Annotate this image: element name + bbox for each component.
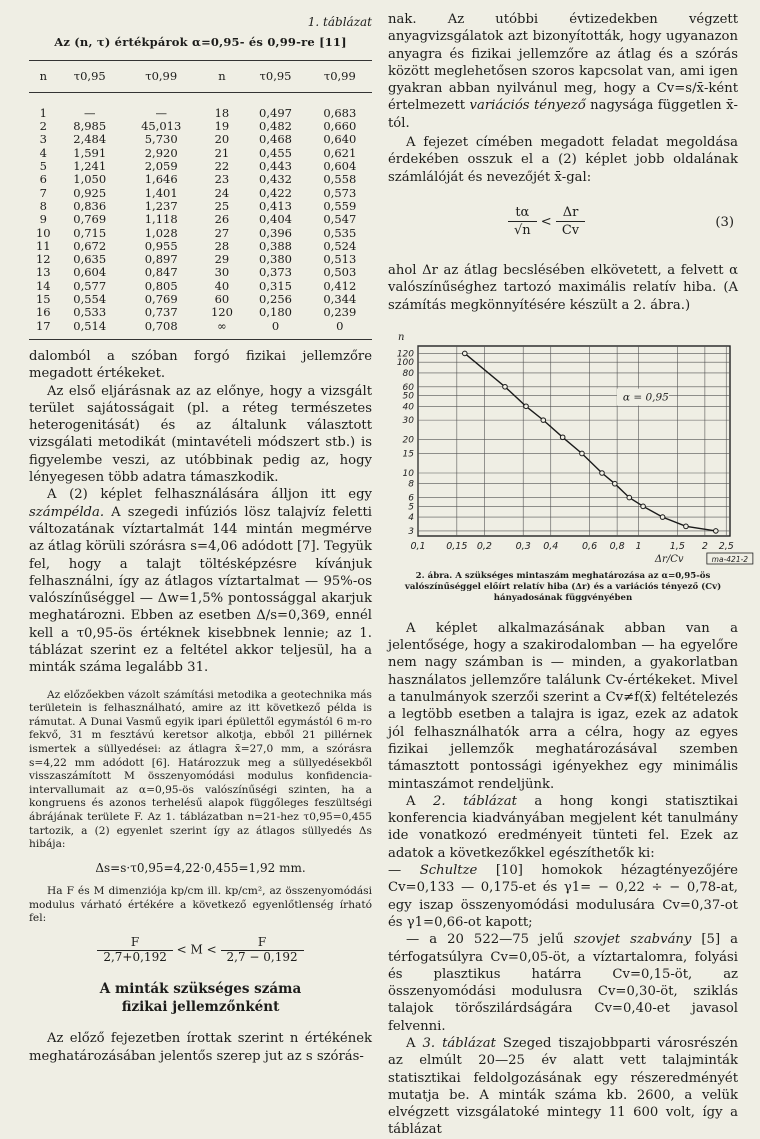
table-cell: 0,621	[323, 145, 357, 160]
numerator: F	[97, 936, 173, 951]
table-cell: 0,554	[73, 292, 107, 307]
x-tick-label: 1,5	[669, 540, 685, 552]
table-cell: 6	[39, 172, 47, 187]
equation-number: (3)	[715, 214, 734, 230]
figure-caption: 2. ábra. A szükséges mintaszám meghatározása az α=0,95-ös valószínűséggel előírt relatív hiba (Δr) és a variációs tényező (Cv) hányadosának függvényében	[404, 570, 722, 603]
table-cell: 12	[35, 252, 51, 267]
table-cell: 0,380	[259, 252, 292, 267]
section-title-line: A minták szükséges száma	[99, 981, 302, 998]
data-point	[714, 528, 719, 533]
paragraph	[29, 486, 372, 676]
data-point	[580, 451, 585, 456]
text-run: nak. Az utóbbi évtizedekben végzett anyagvizsgálatok azt bizonyították, hogy ugyanazon anyagra és fizikai jellemzőre az átlag és a szórás között meglehetősen szoros kapcsolat van, ami igen gyakran abban nyilvánul meg, hogy a Cv=s/x̄-ként értelmezett	[388, 12, 738, 114]
table-cell: 1,241	[73, 159, 107, 174]
table-row	[29, 200, 372, 213]
emphasis-text: számpélda.	[29, 504, 105, 520]
table-cell: 0,482	[259, 119, 292, 134]
text-run: nagysága független x̄-tól.	[388, 98, 738, 131]
table-title: Az (n, τ) értékpárok α=0,95- és 0,99-re [11]	[54, 35, 347, 50]
table-cell: 1,401	[144, 185, 178, 200]
denominator: Cv	[561, 223, 580, 239]
x-tick-label: 0,8	[609, 540, 625, 552]
table-cell: 14	[35, 278, 51, 293]
text-run: a hong kongi statisztikai konferencia kiadványában megjelent két tanulmány ide vonatkozó eredményeit tünteti fel. Ezek az adatok a következőkkel egészíthetők ki:	[388, 793, 738, 861]
table-cell: 13	[35, 265, 51, 280]
table-cell: 1,646	[144, 172, 178, 187]
table-row	[29, 253, 372, 266]
table-cell: 0,847	[144, 265, 178, 280]
table-cell: 0,604	[73, 265, 107, 280]
table-cell: 3	[39, 132, 47, 147]
table-cell: 26	[214, 212, 230, 227]
y-tick-label: 40	[402, 402, 414, 413]
table-cell: 0,180	[259, 305, 292, 320]
x-tick-label: 0,1	[410, 540, 426, 552]
x-tick-label: 0,2	[476, 540, 492, 552]
table-cell: 0,256	[259, 292, 292, 307]
fraction	[556, 204, 585, 240]
table-cell: 1	[39, 105, 47, 120]
operator: < M <	[176, 942, 217, 957]
y-tick-label: 60	[402, 382, 414, 393]
text-run: — a 20 522—75 jelű	[406, 932, 574, 948]
emphasis-text: Schultze	[419, 863, 478, 879]
table-row	[29, 306, 372, 319]
equation-body	[508, 204, 585, 240]
table-cell: 0,396	[259, 225, 292, 240]
table-row	[29, 266, 372, 279]
right-column	[388, 0, 749, 1139]
series-line	[465, 353, 716, 531]
fraction	[221, 936, 304, 964]
table-cell: 16	[35, 305, 51, 320]
fraction	[97, 936, 173, 964]
data-point	[660, 515, 665, 520]
table-cell: 11	[35, 238, 51, 253]
table-cell: 8	[39, 198, 47, 213]
table-cell: 0,455	[259, 145, 292, 160]
data-point	[641, 504, 646, 509]
table-row	[29, 280, 372, 293]
operator: <	[540, 214, 552, 230]
paragraph	[388, 11, 738, 132]
x-tick-label: 2,5	[718, 540, 734, 552]
paragraph	[388, 1035, 738, 1139]
x-tick-label: 0,15	[446, 540, 468, 552]
table-row	[29, 293, 372, 306]
table-cell: 0,577	[73, 278, 107, 293]
table-cell: 0,708	[122, 320, 201, 340]
inequality-formula	[29, 936, 372, 964]
table-body	[29, 92, 372, 339]
table-row	[29, 213, 372, 226]
paragraph: A fejezet címében megadott feladat megoldása érdekében osszuk el a (2) képlet jobb oldalának számlálóját és nevezőjét x̄-gal:	[388, 135, 738, 185]
paragraph	[388, 931, 738, 1035]
data-point	[524, 404, 529, 409]
table-cell: 18	[214, 105, 230, 120]
x-tick-label: 0,4	[543, 540, 559, 552]
table-cell: 0,836	[73, 198, 107, 213]
x-tick-label: 0,3	[515, 540, 531, 552]
y-tick-label: 100	[396, 358, 414, 369]
table-cell: 0,897	[144, 252, 178, 267]
table-cell: 2,920	[144, 145, 178, 160]
x-axis-label: Δr/Cv	[654, 553, 684, 565]
table-cell: 24	[214, 185, 230, 200]
table-cell: 0,573	[323, 185, 357, 200]
table-header-cell: τ0,99	[308, 60, 372, 92]
table-cell: 0,559	[323, 198, 357, 213]
table-cell: 0,737	[144, 305, 178, 320]
table-cell: 8,985	[73, 119, 107, 134]
table-caption: 1. táblázat	[307, 15, 372, 29]
data-point	[541, 418, 546, 423]
text-run: A (2) képlet felhasználására álljon itt egy	[47, 487, 372, 503]
text-run: A	[406, 793, 434, 809]
table-cell: 120	[210, 305, 233, 320]
table-cell: 0,535	[323, 225, 357, 240]
table-cell: 5,730	[144, 132, 178, 147]
y-tick-label: 6	[408, 493, 414, 504]
table-cell: 22	[214, 159, 230, 174]
data-point	[560, 435, 565, 440]
paragraph: ahol Δr az átlag becslésében elkövetett, a felvett α valószínűséghez tartozó maximális relatív hiba. (A számítás megkönnyítésére készült a 2. ábra.)	[388, 262, 738, 313]
section-title	[29, 980, 372, 1016]
table-cell: 0,683	[323, 105, 357, 120]
y-tick-label: 10	[402, 468, 414, 479]
table-cell: 40	[214, 278, 230, 293]
y-tick-label: 20	[402, 435, 414, 446]
data-point	[600, 471, 605, 476]
table-cell: 0,955	[144, 238, 178, 253]
table-cell: 0,404	[259, 212, 292, 227]
table-cell: —	[155, 105, 167, 120]
paragraph	[388, 862, 738, 931]
table-cell: 0,769	[73, 212, 107, 227]
table-cell: 0,514	[58, 320, 122, 340]
y-tick-label: 3	[408, 526, 414, 537]
table-cell: 17	[29, 320, 58, 340]
emphasis-text: 3. táblázat	[422, 1035, 496, 1051]
y-axis-label: n	[398, 331, 405, 343]
table-header-cell: τ0,95	[243, 60, 307, 92]
figure-id: ma-421-2	[711, 554, 749, 564]
table-cell: 4	[39, 145, 47, 160]
table-cell: 0,524	[323, 238, 357, 253]
table-row	[29, 227, 372, 240]
table-cell: 0,558	[323, 172, 357, 187]
table-cell: 15	[35, 292, 51, 307]
text-run: A	[406, 1035, 423, 1051]
table-cell: 0,443	[259, 159, 292, 174]
figure-2-chart	[388, 324, 749, 569]
table-cell: 0,422	[259, 185, 292, 200]
table-cell: ∞	[200, 320, 243, 340]
table-cell: 2	[39, 119, 47, 134]
table-row	[29, 187, 372, 200]
left-column	[29, 0, 372, 1065]
table-cell: 0,513	[323, 252, 357, 267]
table-cell: 0,239	[323, 305, 357, 320]
y-tick-label: 5	[408, 502, 414, 513]
table-cell: 0,604	[323, 159, 357, 174]
emphasis-text: variációs tényező	[469, 98, 586, 114]
plot-frame	[418, 346, 730, 536]
y-tick-label: 80	[402, 368, 414, 379]
data-point	[627, 495, 632, 500]
table-row	[29, 160, 372, 173]
table-cell: 1,028	[144, 225, 178, 240]
table-cell: 0,432	[259, 172, 292, 187]
table-cell: 1,050	[73, 172, 107, 187]
table-cell: 60	[214, 292, 230, 307]
table-row	[29, 133, 372, 146]
table-cell: 27	[214, 225, 230, 240]
small-paragraph: Ha F és M dimenziója kp/cm ill. kp/cm², az összenyomódási modulus várható értékére a következő egyenlőtlenség írható fel:	[29, 885, 372, 925]
y-tick-label: 8	[408, 479, 414, 490]
table-cell: 28	[214, 238, 230, 253]
emphasis-text: szovjet szabvány	[573, 932, 692, 948]
equation-3	[388, 200, 738, 248]
paragraph	[388, 793, 738, 862]
table-cell: 0,468	[259, 132, 292, 147]
table-cell: 9	[39, 212, 47, 227]
table-header-row	[29, 60, 372, 92]
table-cell: 10	[35, 225, 51, 240]
table-row	[29, 147, 372, 160]
data-point	[684, 524, 689, 529]
table-cell: 0,373	[259, 265, 292, 280]
table-cell: —	[83, 105, 96, 120]
paragraph: Az előző fejezetben írottak szerint n értékének meghatározásában jelentős szerep jut az s szórás-	[29, 1031, 372, 1064]
small-paragraph: Az előzőekben vázolt számítási metodika a geotechnika más területein is felhasználható, amire az itt következő példa is rámutat. A Dunai Vasmű egyik ipari épülettől egymástól 6 m-ro fekvő, 31 m fesztávú keretsor alkotja, ebből 21 pillérnek ismertek a süllyedései: az átlagra x̄=27,0 mm, a szórásra s=4,22 mm adódott [6]. Határozzuk meg a süllyedésekből visszaszámított M összenyomódási modulus konfidencia-intervallumait az α=0,95-ös valószínűségi szinten, ha a kongruens és azonos terhelésű alapok függőleges feszültségi ábrájának területe F. Az 1. táblázatban n=21-hez τ0,95=0,455 tartozik, a (2) egyenlet szerint így az átlagos süllyedés Δs hibája:	[29, 688, 372, 851]
table-header-cell: τ0,99	[122, 60, 201, 92]
data-point	[462, 351, 467, 356]
table-cell: 0,640	[323, 132, 357, 147]
table-cell: 0,388	[259, 238, 292, 253]
text-run: A szegedi infúziós lösz talajvíz feletti változatának víztartalmát 144 mintán megmérve az átlag körüli szórásra s=4,06 adódott [7]. Tegyük fel, hogy a talajt töltésképzésre kívánjuk felhasználni, így az átlagos víztartalmat — 95%-os valószínűséggel — Δw=1,5% pontossággal akarjuk meghatározni. Ebben az esetben Δ/s=0,369, ennél kell a τ0,95-ös értéknek kisebbnek lennie; az 1. táblázat szerint ez a feltétel akkor teljesül, ha a minták száma legalább 31.	[29, 504, 372, 676]
table-cell: 0,413	[259, 198, 292, 213]
x-tick-label: 0,6	[582, 540, 598, 552]
y-tick-label: 50	[402, 391, 414, 402]
formula: Δs=s·τ0,95=4,22·0,455=1,92 mm.	[95, 860, 306, 875]
table-cell: 0	[308, 320, 372, 340]
table-cell: 5	[39, 159, 47, 174]
paragraph: A képlet alkalmazásának abban van a jelentősége, hogy a szakirodalomban — ha egyelőre nem nagy számban is — minden, a gyakorlatban használatos jellemzőre találunk Cv-értékeket. Mivel a tanulmányok szerzői szerint a Cv≠f(x̄) feltételezés a legtöbb esetben a talajra is igaz, ezek az adatok jól felhasználhatók arra a célra, hogy az egyes fizikai jellemzők meghatározásával szemben támasztott pontossági igényekhez egy minimális mintaszámot rendeljünk.	[388, 620, 738, 792]
text-run: Szeged tiszajobbparti városrészén az elmúlt 20—25 év alatt vett talajminták statisztikai feldolgozásának egy részeredményét mutatja be. A minták száma kb. 2600, a velük elvégzett vizsgálatoké mintegy 11 600 volt, így a táblázat	[388, 1035, 738, 1138]
table-cell: 2,484	[73, 132, 107, 147]
values-table	[29, 60, 372, 340]
table-header-cell: n	[200, 60, 243, 92]
table-header-cell: n	[29, 60, 58, 92]
y-tick-label: 120	[396, 349, 414, 360]
table-cell: 0,315	[259, 278, 292, 293]
table-cell: 1,237	[144, 198, 178, 213]
table-cell: 45,013	[141, 119, 182, 134]
denominator: 2,7+0,192	[103, 949, 167, 964]
paragraph: dalomból a szóban forgó fizikai jellemzőre megadott értékeket.	[29, 348, 372, 382]
table-cell: 25	[214, 198, 230, 213]
numerator: Δr	[556, 204, 585, 222]
table-cell: 21	[214, 145, 230, 160]
table-cell: 0,503	[323, 265, 357, 280]
table-cell: 0,715	[73, 225, 107, 240]
table-row	[29, 240, 372, 253]
paragraph: Az első eljárásnak az az előnye, hogy a vizsgált terület sajátosságait (pl. a réteg természetes heterogenitását) és az általunk választott vizsgálati metodikát (mintavételi módszert stb.) is figyelembe veszi, az utóbbinak pedig az, hogy lényegesen több adatra támaszkodik.	[29, 383, 372, 486]
numerator: tα	[508, 204, 537, 222]
y-tick-label: 4	[408, 512, 414, 523]
table-cell: 0,344	[323, 292, 357, 307]
y-tick-label: 15	[402, 449, 414, 460]
text-run: [10] homokok hézagtényezőjére Cv=0,133 — 0,175-et és γ1= − 0,22 ÷ − 0,78-at, egy iszap összenyomódási modulusára Cv=0,37-ot és γ1=0,66-ot kapott;	[388, 863, 738, 930]
annotation-label: α = 0,95	[622, 391, 669, 404]
table-cell: 20	[214, 132, 230, 147]
x-tick-label: 2	[701, 540, 708, 552]
table-cell: 19	[214, 119, 230, 134]
table-header-cell: τ0,95	[58, 60, 122, 92]
table-cell: 0,925	[73, 185, 107, 200]
table-row	[29, 120, 372, 133]
table-cell: 0,660	[323, 119, 357, 134]
numerator: F	[221, 936, 304, 951]
text-run: [5] a térfogatsúlyra Cv=0,05-öt, a víztartalomra, folyási és plasztikus határra Cv=0,15-öt, az összenyomódási modulusra Cv=0,30-öt, sziklás talajok törőszilárdságára Cv=0,40-et javasol felvenni.	[388, 932, 738, 1034]
x-tick-label: 1	[635, 540, 642, 552]
table-cell: 0,635	[73, 252, 107, 267]
denominator: √n	[514, 223, 531, 239]
table-cell: 0,805	[144, 278, 178, 293]
table-cell: 29	[214, 252, 230, 267]
fraction	[508, 204, 537, 240]
table-cell: 1,591	[73, 145, 107, 160]
table-cell: 0,547	[323, 212, 357, 227]
table-cell: 1,118	[144, 212, 178, 227]
table-row	[29, 320, 372, 340]
text-run: —	[388, 863, 420, 879]
section-title-line: fizikai jellemzőnként	[121, 999, 280, 1016]
table-cell: 2,059	[144, 159, 178, 174]
table-cell: 0	[243, 320, 307, 340]
y-tick-label: 30	[402, 415, 414, 426]
data-point	[613, 481, 618, 486]
table-cell: 0,769	[144, 292, 178, 307]
table-row	[29, 92, 372, 120]
table-cell: 0,412	[323, 278, 357, 293]
data-point	[503, 384, 508, 389]
table-cell: 0,672	[73, 238, 107, 253]
emphasis-text: 2. táblázat	[433, 793, 517, 809]
table-cell: 23	[214, 172, 230, 187]
denominator: 2,7 − 0,192	[226, 949, 298, 964]
table-cell: 0,533	[73, 305, 107, 320]
table-cell: 0,497	[259, 105, 292, 120]
table-row	[29, 173, 372, 186]
table-cell: 30	[214, 265, 230, 280]
table-cell: 7	[39, 185, 47, 200]
